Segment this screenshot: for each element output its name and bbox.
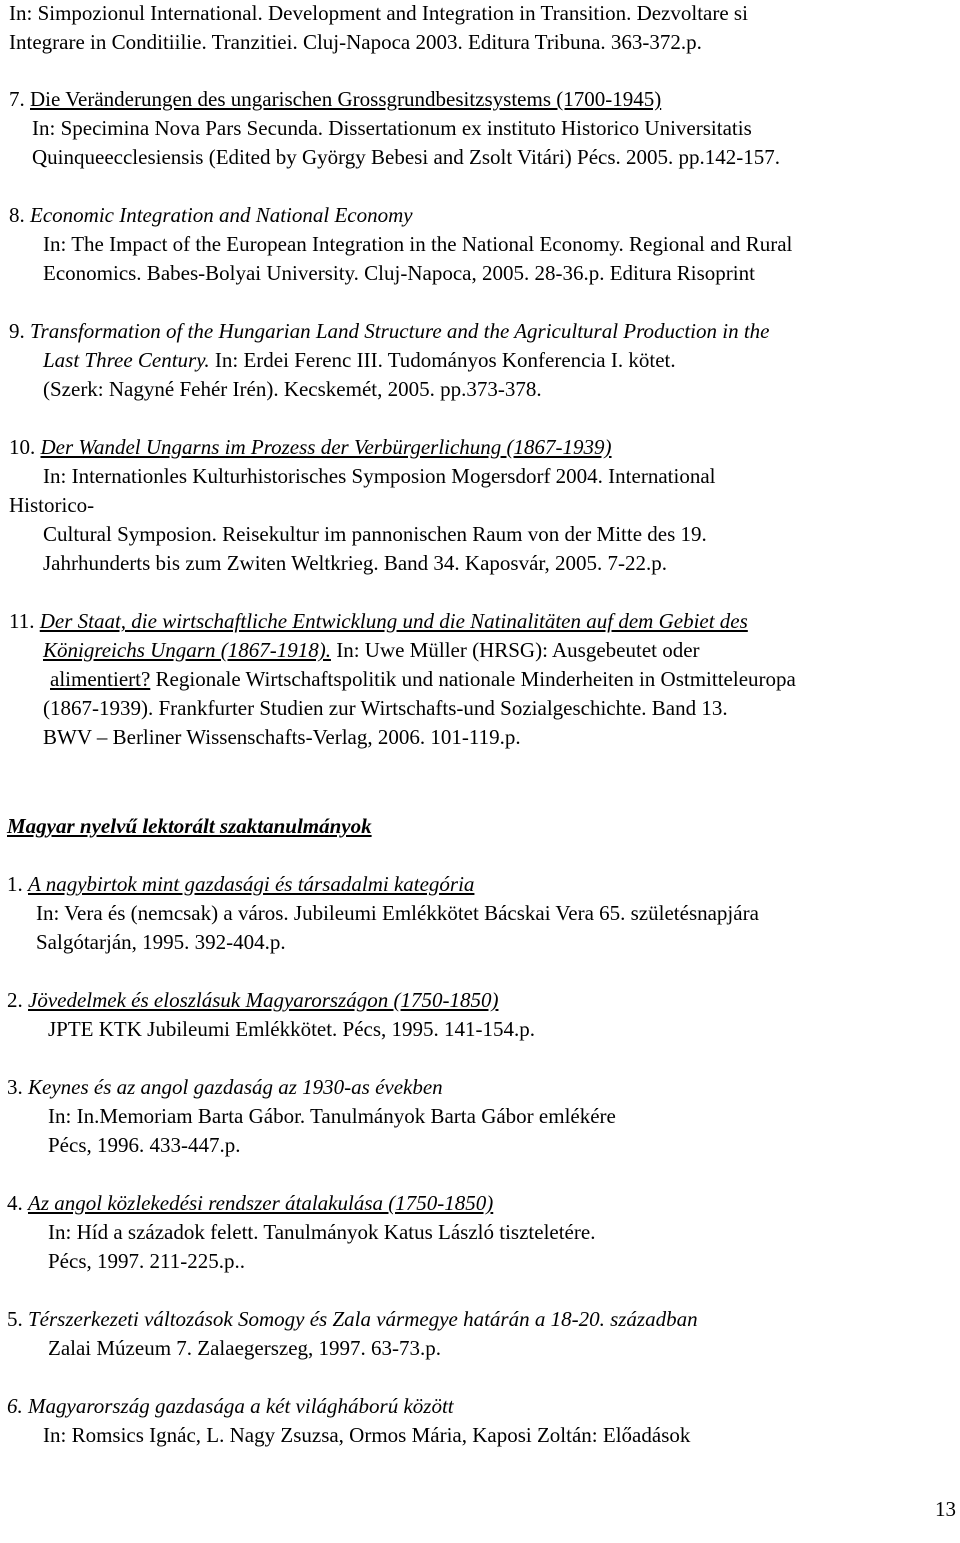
hu-ref-2-line-1 [7,988,498,1013]
hu-ref-1-number: 1. [7,872,23,896]
ref-8-number: 8. [9,203,25,227]
ref-8-title: Economic Integration and National Economy [30,203,413,227]
hu-ref-5-number: 5. [7,1307,23,1331]
hu-ref-3-title: Keynes és az angol gazdaság az 1930-as években [28,1075,443,1099]
ref-9-source: In: Erdei Ferenc III. Tudományos Konferencia I. kötet. [209,348,676,372]
ref-9-line-1 [9,319,769,344]
ref-11-title-end: alimentiert? [50,667,151,691]
ref-11-line-4: (1867-1939). Frankfurter Studien zur Wirtschafts-und Sozialgeschichte. Band 13. [43,696,728,720]
hu-ref-1-line-2: In: Vera és (nemcsak) a város. Jubileumi Emlékkötet Bácskai Vera 65. születésnapjára [36,901,759,925]
hu-ref-3-number: 3. [7,1075,23,1099]
ref-10-number: 10. [9,435,36,459]
ref-7-line-1 [9,87,661,112]
ref-10-line-2: In: Internationles Kulturhistorisches Symposion Mogersdorf 2004. International [43,464,716,488]
ref-11-line-2 [43,638,700,663]
hu-ref-3-line-1 [7,1075,443,1100]
hu-ref-2-title: Jövedelmek és eloszlásuk Magyarországon (1750-1850) [28,988,499,1012]
hu-ref-2-number: 2. [7,988,23,1012]
hu-ref-4-line-3: Pécs, 1997. 211-225.p.. [48,1249,245,1273]
ref-9-number: 9. [9,319,25,343]
hu-ref-2-line-2: JPTE KTK Jubileumi Emlékkötet. Pécs, 1995. 141-154.p. [48,1017,536,1041]
ref-11-title: Der Staat, die wirtschaftliche Entwicklung und die Natinalitäten auf dem Gebiet des [39,609,748,633]
ref-11-source: In: Uwe Müller (HRSG): Ausgebeutet oder [330,638,700,662]
hu-ref-4-number: 4. [7,1191,23,1215]
hu-ref-4-line-2: In: Híd a századok felett. Tanulmányok Katus László tiszteletére. [48,1220,596,1244]
hu-ref-6-line-2: In: Romsics Ignác, L. Nagy Zsuzsa, Ormos Mária, Kaposi Zoltán: Előadások [43,1423,691,1447]
ref-9-title: Transformation of the Hungarian Land Structure and the Agricultural Production in the [30,319,770,343]
ref-7-source-a: In: Specimina Nova Pars Secunda. [32,116,324,140]
section-heading: Magyar nyelvű lektorált szaktanulmányok [7,814,372,838]
hu-ref-1-line-3: Salgótarján, 1995. 392-404.p. [36,930,286,954]
ref-8-line-2: In: The Impact of the European Integration in the National Economy. Regional and Rural [43,232,793,256]
ref-11-line-1 [9,609,748,634]
ref-11-title-cont: Königreichs Ungarn (1867-1918). [43,638,331,662]
ref-10-line-5: Jahrhunderts bis zum Zwiten Weltkrieg. Band 34. Kaposvár, 2005. 7-22.p. [43,551,668,575]
ref-9-line-2 [43,348,676,373]
ref-6-line-1: In: Simpozionul International. Development and Integration in Transition. Dezvoltare si [9,1,748,25]
hu-ref-1-line-1 [7,872,474,897]
hu-ref-5-line-1 [7,1307,698,1332]
ref-10-line-3: Historico- [9,493,95,517]
hu-ref-4-title: Az angol közlekedési rendszer átalakulása (1750-1850) [28,1191,494,1215]
ref-8-line-1 [9,203,413,228]
ref-11-number: 11. [9,609,35,633]
page-number: 13 [935,1497,956,1521]
hu-ref-4-line-1 [7,1191,493,1216]
hu-ref-6-title: Magyarország gazdasága a két világháború között [28,1394,454,1418]
ref-11-line-5: BWV – Berliner Wissenschafts-Verlag, 2006. 101-119.p. [43,725,521,749]
ref-11-source-cont: Regionale Wirtschaftspolitik und nationale Minderheiten in Ostmitteleuropa [150,667,796,691]
ref-8-line-3: Economics. Babes-Bolyai University. Cluj-Napoca, 2005. 28-36.p. Editura Risoprint [43,261,755,285]
ref-11-line-3 [50,667,796,692]
hu-ref-3-line-3: Pécs, 1996. 433-447.p. [48,1133,241,1157]
ref-10-line-4: Cultural Symposion. Reisekultur im pannonischen Raum von der Mitte des 19. [43,522,707,546]
ref-10-title: Der Wandel Ungarns im Prozess der Verbürgerlichung (1867-1939) [40,435,612,459]
ref-7-line-3: Quinqueecclesiensis (Edited by György Bebesi and Zsolt Vitári) Pécs. 2005. pp.142-157. [32,145,781,169]
hu-ref-6-line-1 [7,1394,454,1419]
ref-7-source-b: Dissertationum ex instituto Historico Universitatis [323,116,752,140]
hu-ref-1-title: A nagybirtok mint gazdasági és társadalmi kategória [28,872,475,896]
hu-ref-5-line-2: Zalai Múzeum 7. Zalaegerszeg, 1997. 63-73.p. [48,1336,442,1360]
ref-6-line-2: Integrare in Conditiilie. Tranzitiei. Cluj-Napoca 2003. Editura Tribuna. 363-372.p. [9,30,702,54]
hu-ref-6-number: 6. [7,1394,23,1418]
ref-7-line-2 [32,116,752,141]
hu-ref-3-line-2: In: In.Memoriam Barta Gábor. Tanulmányok Barta Gábor emlékére [48,1104,616,1128]
ref-9-title-cont: Last Three Century. [43,348,210,372]
ref-9-line-3: (Szerk: Nagyné Fehér Irén). Kecskemét, 2005. pp.373-378. [43,377,542,401]
hu-ref-5-title: Térszerkezeti változások Somogy és Zala vármegye határán a 18-20. században [28,1307,698,1331]
ref-7-title: Die Veränderungen des ungarischen Grossgrundbesitzsystems (1700-1945) [30,87,662,111]
ref-10-line-1 [9,435,612,460]
ref-7-number: 7. [9,87,25,111]
